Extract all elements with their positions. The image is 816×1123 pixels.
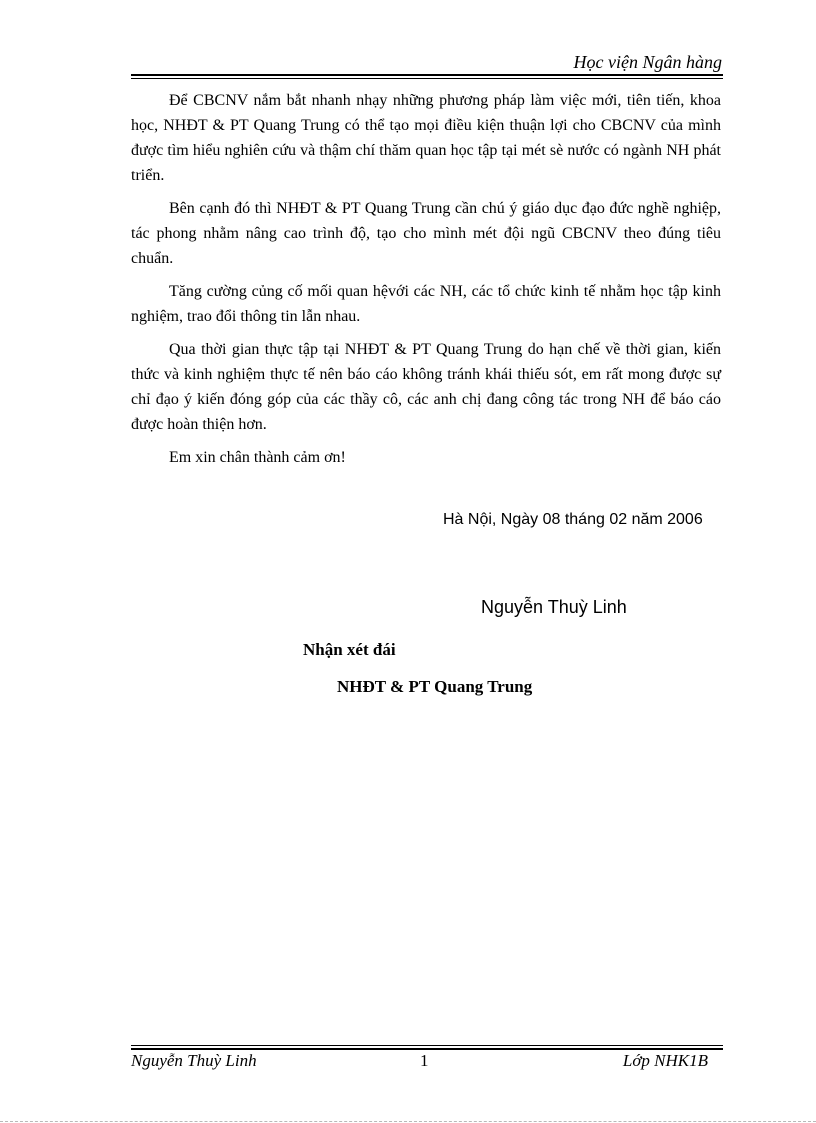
footer-rule-thin xyxy=(131,1045,723,1046)
paragraph: Bên cạnh đó thì NHĐT & PT Quang Trung cần chú ý giáo dục đạo đức nghề nghiệp, tác phong nhằm nâng cao trình độ, tạo cho mình mét đội ngũ CBCNV theo đúng tiêu chuẩn. xyxy=(131,200,721,267)
remarks-title: Nhận xét đái xyxy=(303,640,396,659)
footer-rule-thick xyxy=(131,1048,723,1050)
header-rule-thick xyxy=(131,74,723,76)
header-title: Học viện Ngân hàng xyxy=(573,52,722,72)
header-rule-thin xyxy=(131,78,723,79)
paragraph: Để CBCNV nắm bắt nhanh nhạy những phương pháp làm việc mới, tiên tiến, khoa học, NHĐT & PT Quang Trung có thể tạo mọi điều kiện thuận lợi cho CBCNV của mình được tìm hiểu nghiên cứu và thậm chí thăm quan học tập tại mét sè nước có ngành NH phát triển. xyxy=(131,92,721,184)
paragraph: Qua thời gian thực tập tại NHĐT & PT Quang Trung do hạn chế về thời gian, kiến thức và kinh nghiệm thực tế nên báo cáo không tránh khái thiếu sót, em rất mong được sự chỉ đạo ý kiến đóng góp của các thầy cô, các anh chị đang công tác trong NH để báo cáo được hoàn thiện hơn. xyxy=(131,341,721,433)
paragraph: Tăng cường củng cố mối quan hệvới các NH, các tổ chức kinh tế nhằm học tập kinh nghiệm, trao đổi thông tin lẫn nhau. xyxy=(131,283,721,325)
date-line: Hà Nội, Ngày 08 tháng 02 năm 2006 xyxy=(443,511,703,528)
signer-name: Nguyễn Thuỳ Linh xyxy=(481,597,627,617)
footer-page-number: 1 xyxy=(420,1051,429,1070)
footer-author: Nguyễn Thuỳ Linh xyxy=(131,1051,257,1070)
footer-class: Lớp NHK1B xyxy=(622,1051,708,1070)
page-break-line xyxy=(0,1121,816,1122)
body-text xyxy=(131,88,721,478)
remarks-organization: NHĐT & PT Quang Trung xyxy=(337,677,533,696)
closing-line: Em xin chân thành cảm ơn! xyxy=(169,449,346,466)
